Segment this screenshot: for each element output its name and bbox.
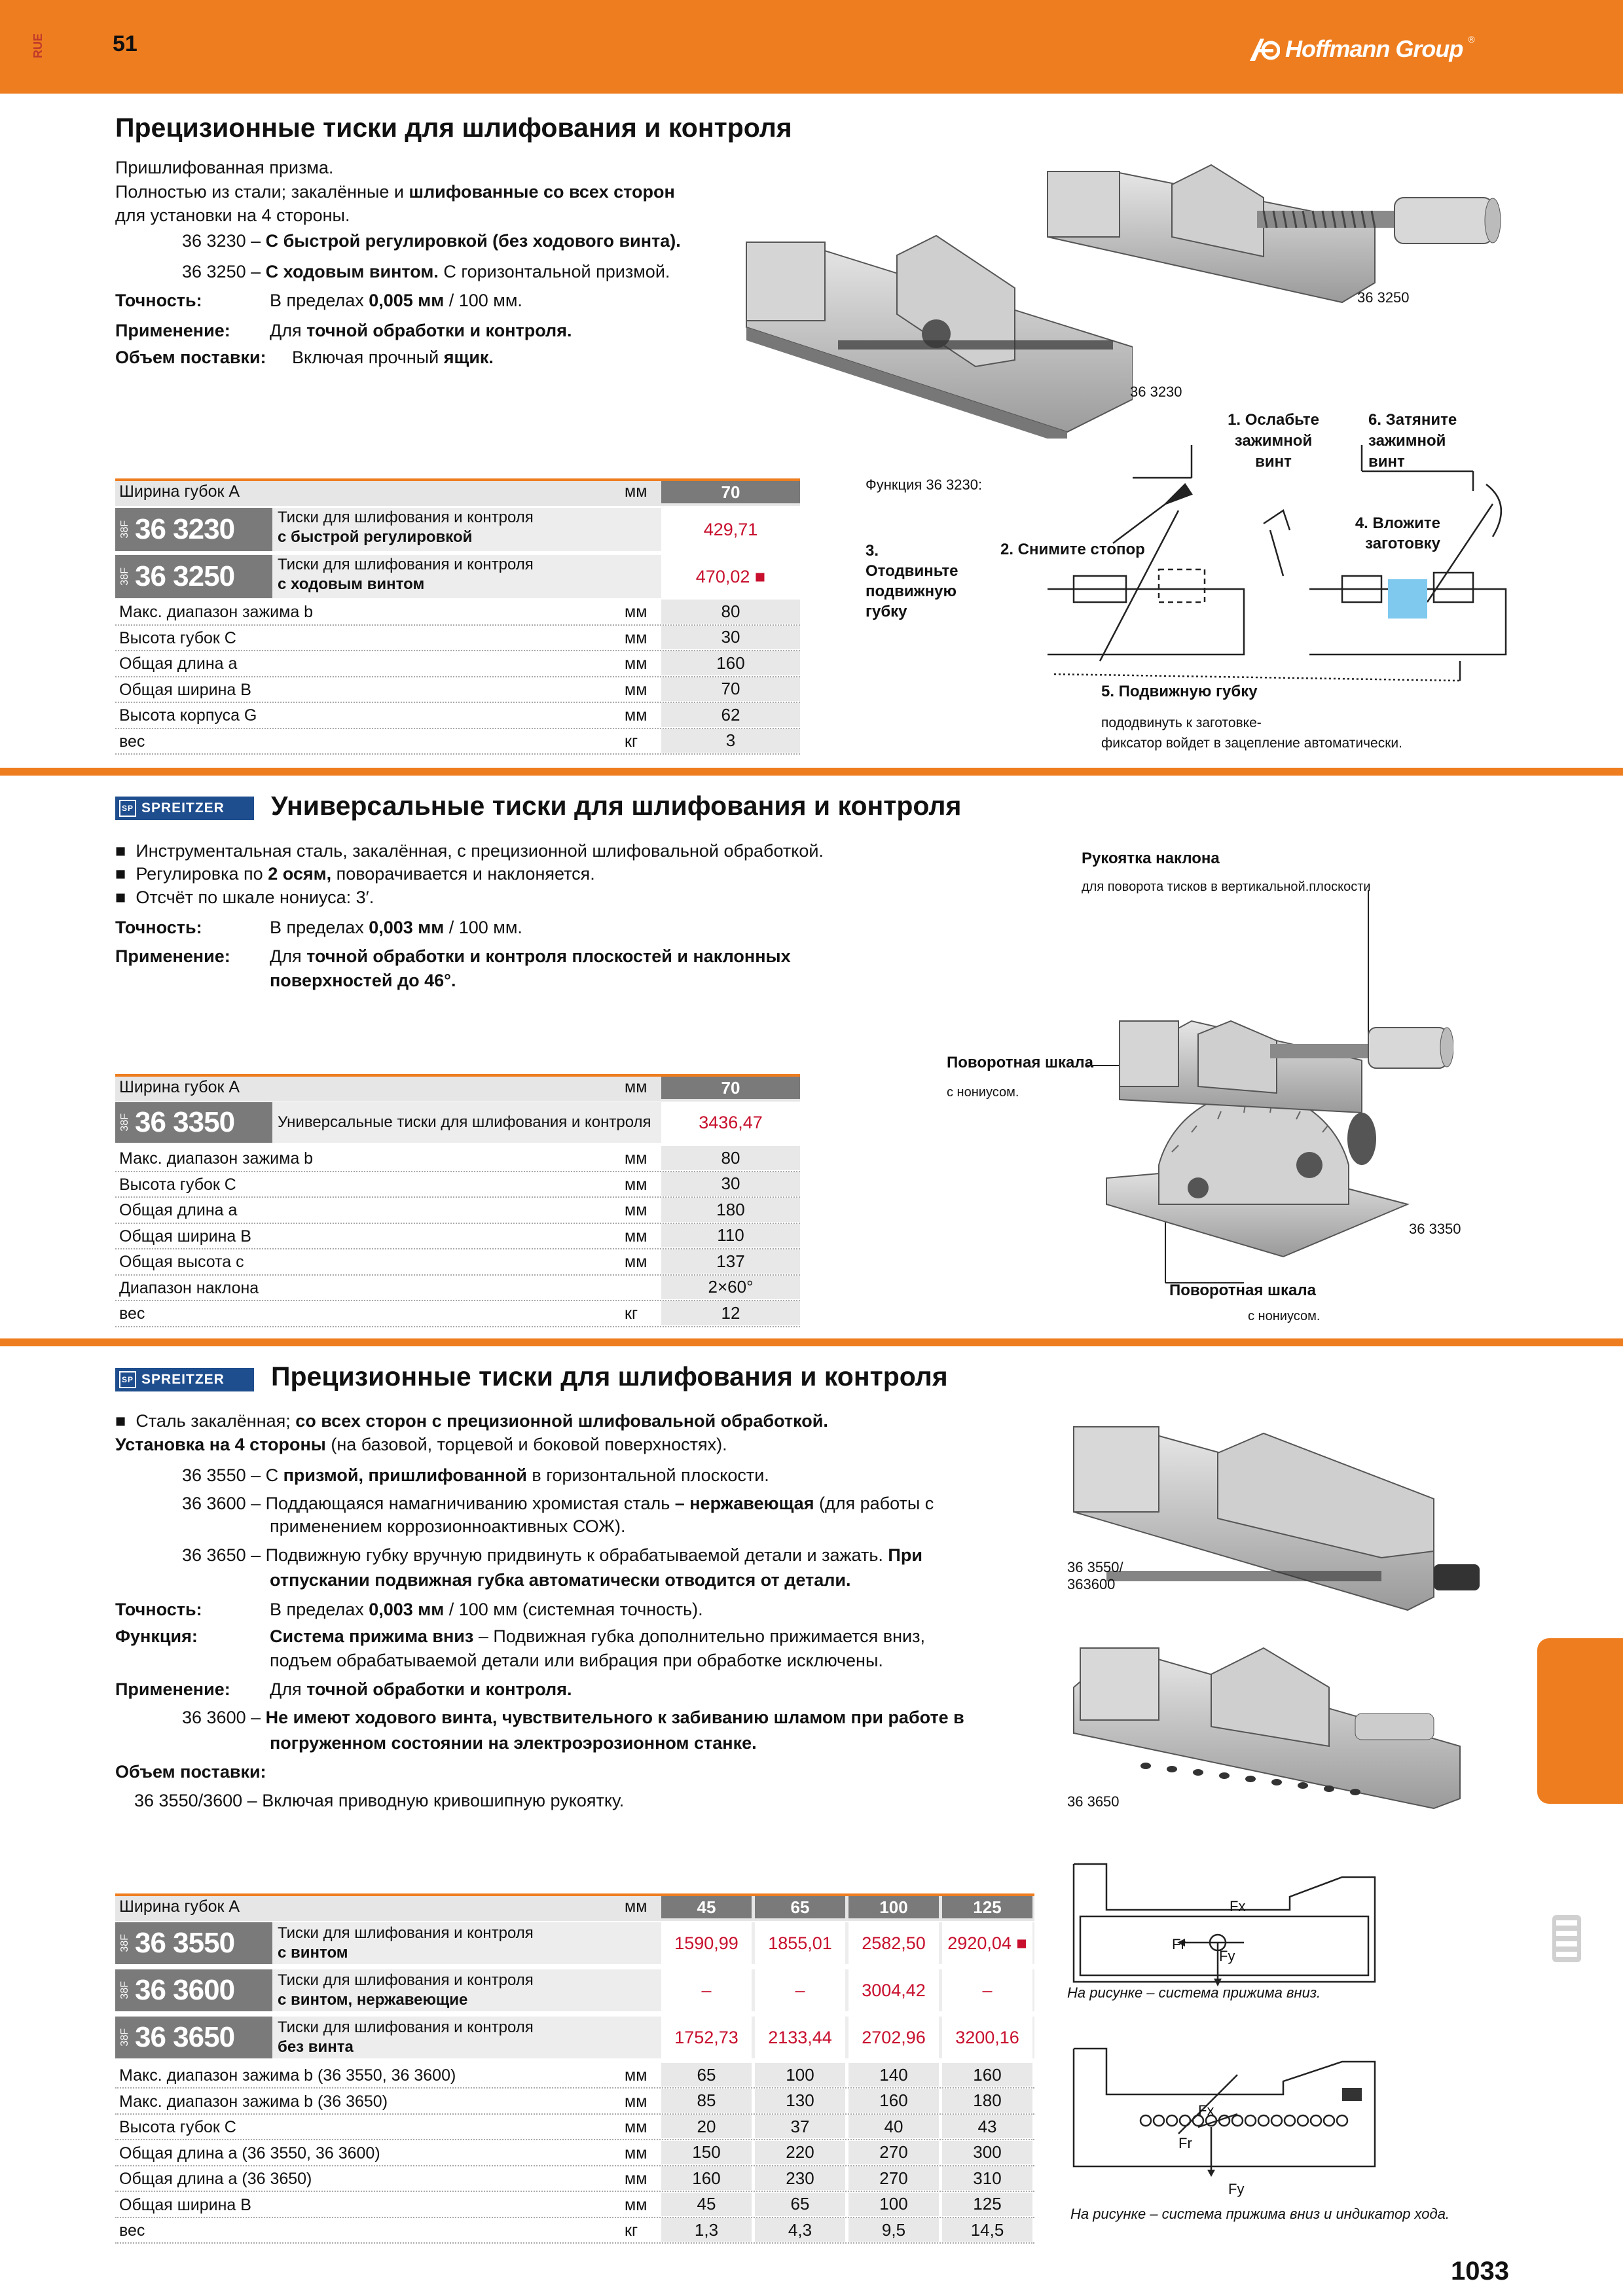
spec-label: Макс. диапазон зажима b (36 3650) [119,2092,388,2111]
spec-value: 137 [661,1249,800,1274]
price-cell [755,2017,845,2058]
spec-unit: мм [625,2066,647,2085]
fx-label-2: Fx [1198,2102,1214,2119]
step5-sub2: фиксатор войдет в зацепление автоматически. [1101,736,1402,751]
product-desc-line2: с винтом, нержавеющие [278,1991,468,2009]
s2-accuracy: Точность: В пределах 0,003 мм / 100 мм. [115,918,522,937]
scale1-title: Поворотная шкала [947,1054,1093,1071]
brand-reg: ® [1468,34,1475,45]
s3-accuracy: Точность: В пределах 0,003 мм / 100 мм (системная точность). [115,1600,703,1619]
price-cell [942,1922,1032,1964]
spec-value: 12 [661,1301,800,1325]
spec-unit: мм [625,1227,647,1246]
spec-label: Общая длина a (36 3650) [119,2170,312,2188]
spec-label: Высота корпуса G [119,706,257,725]
step1-label: 1. Ослабьте зажимной винт [1228,411,1319,471]
s3-note1-cont: погруженном состоянии на электроэрозионном станке. [270,1733,757,1753]
spec-label: Высота губок C [119,2118,236,2136]
spreitzer-icon: SP [119,1371,136,1388]
spec-value: 150 [661,2141,752,2164]
fr-label-1: Fr [1172,1936,1186,1952]
spec-label: Общая длина a (36 3550, 36 3600) [119,2144,380,2162]
product-tag: 38F [119,1981,130,2000]
spec-unit: мм [625,2195,647,2214]
product-code [115,2017,272,2058]
spec-value: 160 [942,2063,1032,2087]
product-code-363250: 38F 36 3250 [115,555,272,598]
price-value: 1855,01 [768,1933,832,1953]
spec-unit: мм [625,603,647,622]
jaw-width-header: 125 [942,1896,1032,1918]
s3-line3: 36 3550 – С призмой, пришлифованной в горизонтальной плоскости. [182,1465,769,1485]
s2-application: Применение: Для точной обработки и контроля плоскостей и наклонных [115,946,791,966]
scale2-sub: с нониусом. [1248,1309,1321,1323]
price-cell [942,1969,1032,2011]
s1-supply: Объем поставки: Включая прочный ящик. [115,348,494,367]
spec-label: Макс. диапазон зажима b [119,603,314,622]
section2-title: Универсальные тиски для шлифования и контроля [271,791,962,821]
spec-unit: кг [625,2221,638,2240]
spec-value: 100 [848,2193,939,2216]
spec-value: 30 [661,626,800,650]
product-desc [278,2018,534,2057]
section3-title: Прецизионные тиски для шлифования и контроля [271,1361,948,1391]
product-code-363230: 38F 36 3230 [115,508,272,551]
header-page-number: 51 [113,31,137,56]
function-diagram [1048,445,1519,707]
language-tag: RUE [31,33,45,59]
price-cell [848,1922,939,1964]
price-value: 2702,96 [862,2027,926,2047]
spec-unit: кг [625,1304,638,1323]
section-divider [0,1338,1623,1346]
price-value: 2920,04 [947,1933,1012,1953]
price-363250: 470,02 ■ [661,555,800,598]
spec-value: 4,3 [755,2218,845,2242]
hoffmann-logo-icon [1247,36,1280,62]
s3-line1: ■ Сталь закалённая; со всех сторон с прецизионной шлифовальной обработкой. [115,1411,828,1431]
spec-value: 40 [848,2115,939,2138]
spec-label: вес [119,1304,145,1323]
vise-363650-image [1067,1635,1473,1812]
s1-line3: для установки на 4 стороны. [115,206,350,225]
price-marker: ■ [1016,1933,1027,1953]
spec-label: Макс. диапазон зажима b [119,1149,314,1168]
spec-value: 270 [848,2141,939,2164]
spec-value: 85 [661,2089,752,2113]
price-value: 3200,16 [955,2027,1019,2047]
price-value: 2133,44 [768,2027,832,2047]
spec-value: 230 [755,2166,845,2190]
section-divider [0,768,1623,776]
spec-value: 14,5 [942,2218,1032,2242]
price-cell [848,2017,939,2058]
product-desc-line2: без винта [278,2038,354,2056]
page-number: 1033 [1451,2257,1509,2286]
spec-value: 20 [661,2115,752,2138]
spec-value: 160 [848,2089,939,2113]
s1-img1-caption: 36 3230 [1130,384,1182,400]
spec-value: 110 [661,1224,800,1248]
spec-unit: мм [625,1201,647,1220]
price-cell [755,1922,845,1964]
function-title: Функция 36 3230: [866,476,983,493]
spec-value: 45 [661,2193,752,2216]
brand-name: Hoffmann Group [1285,35,1463,62]
chapter-tab[interactable] [1537,1638,1623,1804]
s3-function: Функция: Система прижима вниз – Подвижная губка дополнительно прижимается вниз, [115,1626,925,1646]
jaw-width-header: 45 [661,1896,752,1918]
s2-hdr-value: 70 [661,1077,800,1099]
vise-chapter-icon [1548,1911,1585,1966]
spec-unit: кг [625,732,638,751]
jaw-width-header: 65 [755,1896,845,1918]
spec-unit: мм [625,680,647,699]
product-code [115,1969,272,2011]
spec-value: 180 [661,1198,800,1222]
spec-value: 100 [755,2063,845,2087]
s3-application: Применение: Для точной обработки и контроля. [115,1679,572,1699]
scale1-sub: с нониусом. [947,1085,1019,1100]
spec-value: 43 [942,2115,1032,2138]
spec-value: 220 [755,2141,845,2164]
spec-unit: мм [625,2092,647,2111]
spec-unit: мм [625,1149,647,1168]
price-value: 1752,73 [674,2027,739,2047]
spec-value: 30 [661,1172,800,1196]
spec-label: Общая длина a [119,655,238,673]
s3-supply-label: Объем поставки: [115,1762,266,1782]
spec-unit: мм [625,2118,647,2136]
jaw-width-header: 100 [848,1896,939,1918]
spec-value: 80 [661,1146,800,1170]
row-divider [115,2242,1034,2244]
spec-value: 180 [942,2089,1032,2113]
product-code-text: 36 3550 [135,1927,235,1959]
s2-bullet2: ■ Регулировка по 2 осям, поворачивается и наклоняется. [115,864,595,884]
spec-value: 65 [755,2193,845,2216]
spec-label: Общая высота c [119,1253,244,1272]
spreitzer-logo: SP SPREITZER [115,1368,254,1391]
spec-value: 65 [661,2063,752,2087]
spec-unit: мм [625,1175,647,1194]
product-code-363350: 38F 36 3350 [115,1102,272,1143]
spec-label: Общая ширина B [119,680,251,699]
handle-title: Рукоятка наклона [1082,850,1220,867]
s2-hdr-label: Ширина губок A [119,1077,240,1096]
fy-label-2: Fy [1228,2181,1245,2197]
spec-value: 62 [661,703,800,727]
s3-line4-cont: применением коррозионноактивных СОЖ). [270,1516,626,1536]
spec-label: вес [119,2221,145,2240]
step5-label: 5. Подвижную губку [1101,683,1258,700]
s3-img1-caption: 36 3550/ 363600 [1067,1559,1123,1592]
fig1-caption: На рисунке – система прижима вниз. [1067,1984,1321,2001]
step2-label: 2. Снимите стопор [1000,541,1145,558]
fx-label-1: Fx [1230,1898,1246,1914]
price-value: – [795,1980,805,2000]
section1-title: Прецизионные тиски для шлифования и контроля [115,113,792,143]
s3-line2: Установка на 4 стороны (на базовой, торцевой и боковой поверхностях). [115,1435,727,1454]
product-desc: Универсальные тиски для шлифования и контроля [278,1113,651,1131]
price-cell [661,2017,752,2058]
product-desc [278,1924,534,1963]
price-cell [755,1969,845,2011]
spec-unit: мм [625,1253,647,1272]
product-code [115,1922,272,1964]
price-cell [661,1969,752,2011]
s1-img2-caption: 36 3250 [1357,289,1410,306]
spec-label: Макс. диапазон зажима b (36 3550, 36 3600) [119,2066,456,2085]
s3-note1: 36 3600 – Не имеют ходового винта, чувствительного к забиванию шламом при работе в [182,1708,964,1727]
price-cell [848,1969,939,2011]
price-value: – [701,1980,712,2000]
s3-line5: 36 3650 – Подвижную губку вручную придвинуть к обрабатываемой детали и зажать. При [182,1545,922,1565]
fig2-caption: На рисунке – система прижима вниз и индикатор хода. [1070,2206,1450,2222]
product-desc: Тиски для шлифования и контроля с ходовым винтом [278,556,534,593]
step6-label: 6. Затяните зажимной винт [1368,411,1457,471]
product-desc-line2: с винтом [278,1944,348,1962]
s1-hdr-label: Ширина губок A [119,482,240,501]
product-tag: 38F [119,2028,130,2047]
spec-label: Высота губок C [119,1175,236,1194]
s1-line1: Пришлифованная призма. [115,158,334,177]
fr-label-2: Fr [1178,2135,1192,2151]
spec-label: Общая длина a [119,1201,238,1220]
product-desc-line1: Тиски для шлифования и контроля [278,1924,534,1942]
spec-unit: мм [625,706,647,725]
s1-line2: Полностью из стали; закалённые и шлифованные со всех сторон [115,182,675,202]
spec-value: 37 [755,2115,845,2138]
price-cell [661,1922,752,1964]
step3-label: 3. Отодвиньте подвижную губку [866,542,958,620]
s1-accuracy: Точность: В пределах 0,005 мм / 100 мм. [115,291,522,310]
spec-label: вес [119,732,145,751]
s3-hdr-unit: мм [625,1897,647,1916]
spec-value: 270 [848,2166,939,2190]
price-value: 1590,99 [674,1933,739,1953]
s1-line5: 36 3250 – С ходовым винтом. С горизонтальной призмой. [182,262,670,281]
spreitzer-icon: SP [119,800,136,817]
spec-value: 160 [661,651,800,675]
spec-unit: мм [625,655,647,673]
spec-unit: мм [625,2144,647,2162]
spec-value: 70 [661,677,800,702]
vise-363550-image [1067,1414,1486,1636]
s1-hdr-value: 70 [661,481,800,503]
product-code-text: 36 3650 [135,2021,235,2053]
s3-img2-caption: 36 3650 [1067,1793,1120,1810]
price-value: 2582,50 [862,1933,926,1953]
s2-application-cont: поверхностей до 46°. [270,971,456,990]
s1-application: Применение: Для точной обработки и контроля. [115,321,572,340]
vise-363250-image [1041,145,1512,315]
vise-363350-image [1087,890,1453,1296]
price-363230: 429,71 [661,508,800,551]
spec-value: 130 [755,2089,845,2113]
s3-function-cont: подъем обрабатываемой детали или вибрация при обработке исключены. [270,1651,883,1670]
product-tag: 38F [119,1934,130,1952]
s3-line4: 36 3600 – Поддающаяся намагничиванию хромистая сталь – нержавеющая (для работы с [182,1494,934,1513]
product-desc-line1: Тиски для шлифования и контроля [278,1971,534,1989]
spec-value: 9,5 [848,2218,939,2242]
hoffmann-logo [1247,34,1475,64]
price-value: – [982,1980,993,2000]
s1-line4: 36 3230 – С быстрой регулировкой (без ходового винта). [182,231,681,251]
spec-value: 1,3 [661,2218,752,2242]
clamping-diagram-2 [1067,2036,1381,2179]
spec-value: 140 [848,2063,939,2087]
spec-unit: мм [625,2170,647,2188]
spec-value: 300 [942,2141,1032,2164]
clamping-diagram-1 [1067,1857,1381,1988]
product-code-text: 36 3600 [135,1974,235,2006]
step4-label: 4. Вложите заготовку [1355,514,1440,552]
s2-bullet1: ■ Инструментальная сталь, закалённая, с прецизионной шлифовальной обработкой. [115,841,824,861]
s1-hdr-unit: мм [625,482,647,501]
price-cell [942,2017,1032,2058]
row-divider [115,753,800,755]
price-363350: 3436,47 [661,1102,800,1143]
product-desc [278,1971,534,2010]
fy-label-1: Fy [1219,1948,1235,1964]
scale2-title: Поворотная шкала [1169,1282,1316,1299]
spec-value: 160 [661,2166,752,2190]
s3-hdr-label: Ширина губок A [119,1897,240,1916]
handle-sub: для поворота тисков в вертикальной.плоскости [1082,880,1371,894]
spec-value: 125 [942,2193,1032,2216]
spec-label: Общая ширина B [119,1227,251,1246]
spec-value: 3 [661,729,800,753]
row-divider [115,1326,800,1327]
spec-value: 310 [942,2166,1032,2190]
spec-label: Диапазон наклона [119,1278,259,1297]
spec-value: 80 [661,600,800,624]
spec-label: Высота губок C [119,628,236,647]
spreitzer-logo: SP SPREITZER [115,797,254,820]
product-desc-line1: Тиски для шлифования и контроля [278,2018,534,2036]
s2-img-caption: 36 3350 [1409,1221,1461,1237]
spec-value: 2×60° [661,1276,800,1300]
step5-sub1: пододвинуть к заготовке- [1101,715,1262,730]
s3-supply: 36 3550/3600 – Включая приводную кривошипную рукоятку. [134,1791,625,1810]
spec-label: Общая ширина B [119,2195,251,2214]
s2-bullet3: ■ Отсчёт по шкале нониуса: 3′. [115,888,374,907]
product-desc: Тиски для шлифования и контроля с быстрой регулировкой [278,509,534,546]
price-value: 3004,42 [862,1980,926,2000]
s3-line5-cont: отпускании подвижная губка автоматически отводится от детали. [270,1570,851,1590]
spec-unit: мм [625,628,647,647]
s2-hdr-unit: мм [625,1077,647,1096]
